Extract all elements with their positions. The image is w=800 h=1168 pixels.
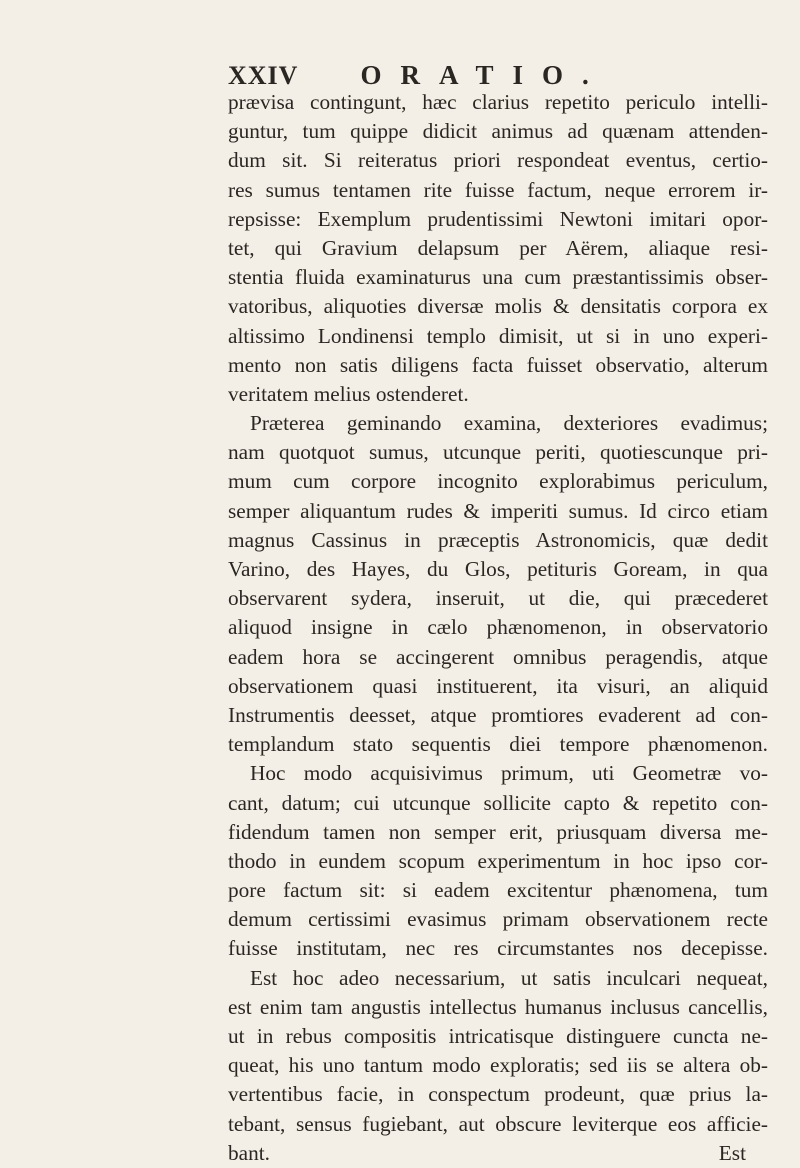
text-line: templandum stato sequentis diei tempore phænomenon. — [228, 732, 768, 757]
text-line: tet, qui Gravium delapsum per Aërem, aliaque resi- — [228, 235, 768, 260]
text-line: mento non satis diligens facta fuisset observatio, alterum — [228, 352, 768, 377]
text-line: fidendum tamen non semper erit, priusquam diversa me- — [228, 819, 768, 844]
text-line: Est hoc adeo necessarium, ut satis inculcari nequeat, — [250, 965, 768, 990]
text-line: Instrumentis deesset, atque promtiores evaderent ad con- — [228, 702, 768, 727]
text-line: vertentibus facie, in conspectum prodeunt, quæ prius la- — [228, 1082, 768, 1107]
text-line: vatoribus, aliquoties diversæ molis & densitatis corpora ex — [228, 294, 768, 319]
text-line: magnus Cassinus in præceptis Astronomicis, quæ dedit — [228, 527, 768, 552]
text-line: observationem quasi instituerent, ita visuri, an aliquid — [228, 673, 768, 698]
text-line: demum certissimi evasimus primam observationem recte — [228, 907, 768, 932]
text-line: aliquod insigne in cælo phænomenon, in observatorio — [228, 615, 768, 640]
text-line: semper aliquantum rudes & imperiti sumus. Id circo etiam — [228, 498, 768, 523]
text-line: Hoc modo acquisivimus primum, uti Geometræ vo- — [250, 761, 768, 786]
page-number: XXIV — [228, 61, 299, 90]
text-line: bant. — [228, 1140, 270, 1165]
text-line: prævisa contingunt, hæc clarius repetito periculo intelli- — [228, 90, 768, 114]
text-line: observarent sydera, inseruit, ut die, qui præcederet — [228, 586, 768, 611]
text-line: veritatem melius ostenderet. — [228, 381, 469, 406]
text-line: eadem hora se accingerent omnibus peragendis, atque — [228, 644, 768, 669]
body-text — [228, 88, 768, 1168]
text-line: Præterea geminando examina, dexteriores evadimus; — [250, 411, 768, 436]
text-line: tebant, sensus fugiebant, aut obscure leviterque eos afficie- — [228, 1111, 768, 1136]
catchword: Est — [718, 1140, 746, 1165]
text-line: dum sit. Si reiteratus priori respondeat eventus, certio- — [228, 148, 768, 173]
text-line: cant, datum; cui utcunque sollicite capto & repetito con- — [228, 790, 768, 815]
text-line: altissimo Londinensi templo dimisit, ut si in uno experi- — [228, 323, 768, 348]
final-line — [228, 1139, 768, 1168]
text-line: queat, his uno tantum modo exploratis; sed iis se altera ob- — [228, 1053, 768, 1078]
text-line: guntur, tum quippe didicit animus ad quænam attenden- — [228, 119, 768, 144]
text-line: stentia fluida examinaturus una cum præstantissimis obser- — [228, 265, 768, 290]
running-title: ORATIO. — [360, 60, 608, 90]
text-line: pore factum sit: si eadem excitentur phænomena, tum — [228, 878, 768, 903]
text-line: thodo in eundem scopum experimentum in hoc ipso cor- — [228, 848, 768, 873]
text-line: Varino, des Hayes, du Glos, petituris Goream, in qua — [228, 557, 768, 581]
text-line: repsisse: Exemplum prudentissimi Newtoni imitari opor- — [228, 206, 768, 231]
text-line: est enim tam angustis intellectus humanus inclusus cancellis, — [228, 994, 768, 1019]
text-line: ut in rebus compositis intricatisque distinguere cuncta ne- — [228, 1024, 768, 1048]
text-line: res sumus tentamen rite fuisse factum, neque errorem ir- — [228, 177, 768, 202]
text-line: mum cum corpore incognito explorabimus periculum, — [228, 469, 768, 494]
text-line: nam quotquot sumus, utcunque periti, quotiescunque pri- — [228, 440, 768, 465]
text-line: fuisse institutam, nec res circumstantes nos decepisse. — [228, 936, 768, 961]
